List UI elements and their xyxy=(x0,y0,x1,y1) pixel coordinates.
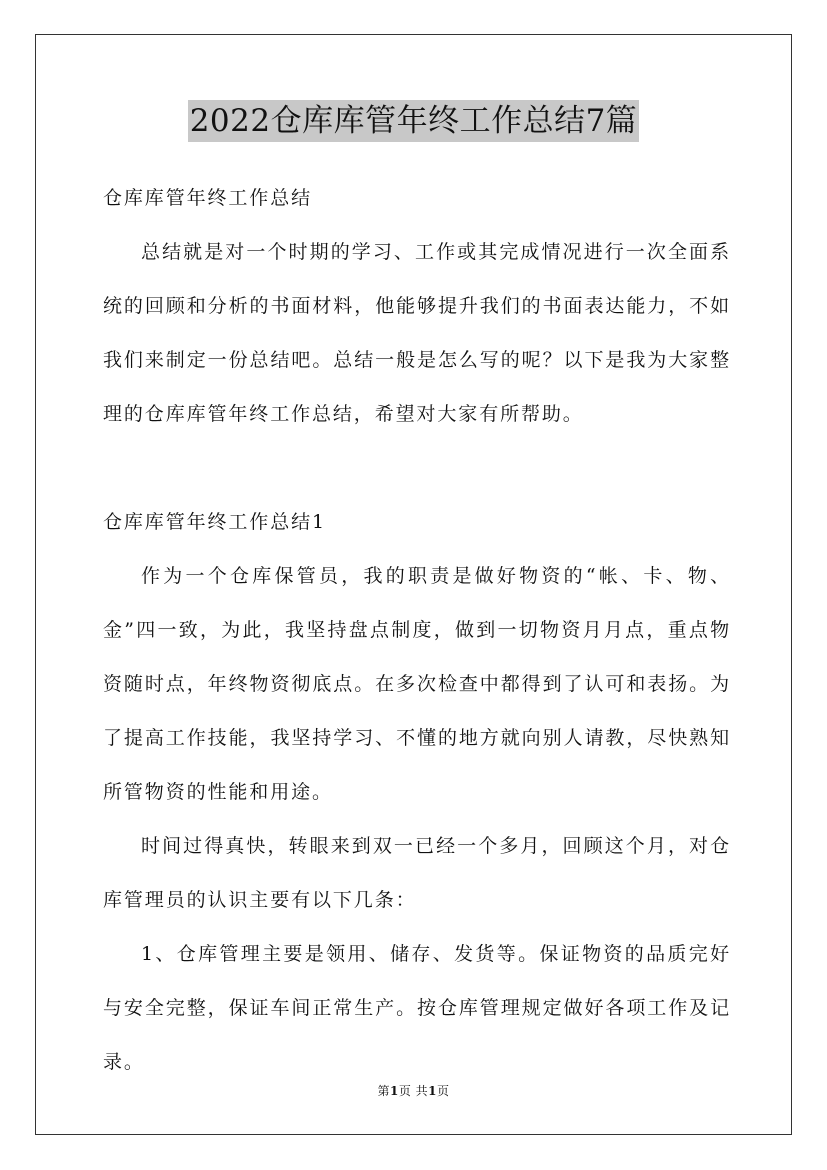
page-current: 1 xyxy=(389,1084,399,1098)
page-footer xyxy=(0,1081,827,1101)
document-title: 2022仓库库管年终工作总结7篇 xyxy=(188,100,640,142)
body-paragraph: 时间过得真快，转眼来到双一已经一个多月，回顾这个月，对仓库管理员的认识主要有以下几条： xyxy=(103,835,731,911)
page-suffix: 页 xyxy=(437,1084,450,1098)
document-body xyxy=(103,171,731,1089)
title-container xyxy=(0,100,827,142)
page-middle: 页 共 xyxy=(398,1084,429,1098)
paragraph-gap xyxy=(103,441,731,495)
section-heading-intro: 仓库库管年终工作总结 xyxy=(103,187,313,209)
page-total: 1 xyxy=(428,1084,438,1098)
body-paragraph: 作为一个仓库保管员，我的职责是做好物资的“帐、卡、物、金”四一致，为此，我坚持盘点制度，做到一切物资月月点，重点物资随时点，年终物资彻底点。在多次检查中都得到了认可和表扬。为了提高工作技能，我坚持学习、不懂的地方就向别人请教，尽快熟知所管物资的性能和用途。 xyxy=(103,565,731,803)
page-prefix: 第 xyxy=(377,1084,390,1098)
body-paragraph: 1、仓库管理主要是领用、储存、发货等。保证物资的品质完好与安全完整，保证车间正常生产。按仓库管理规定做好各项工作及记录。 xyxy=(103,943,731,1073)
intro-paragraph: 总结就是对一个时期的学习、工作或其完成情况进行一次全面系统的回顾和分析的书面材料，他能够提升我们的书面表达能力，不如我们来制定一份总结吧。总结一般是怎么写的呢？以下是我为大家整理的仓库库管年终工作总结，希望对大家有所帮助。 xyxy=(103,241,731,425)
section-heading-1: 仓库库管年终工作总结1 xyxy=(103,511,326,533)
